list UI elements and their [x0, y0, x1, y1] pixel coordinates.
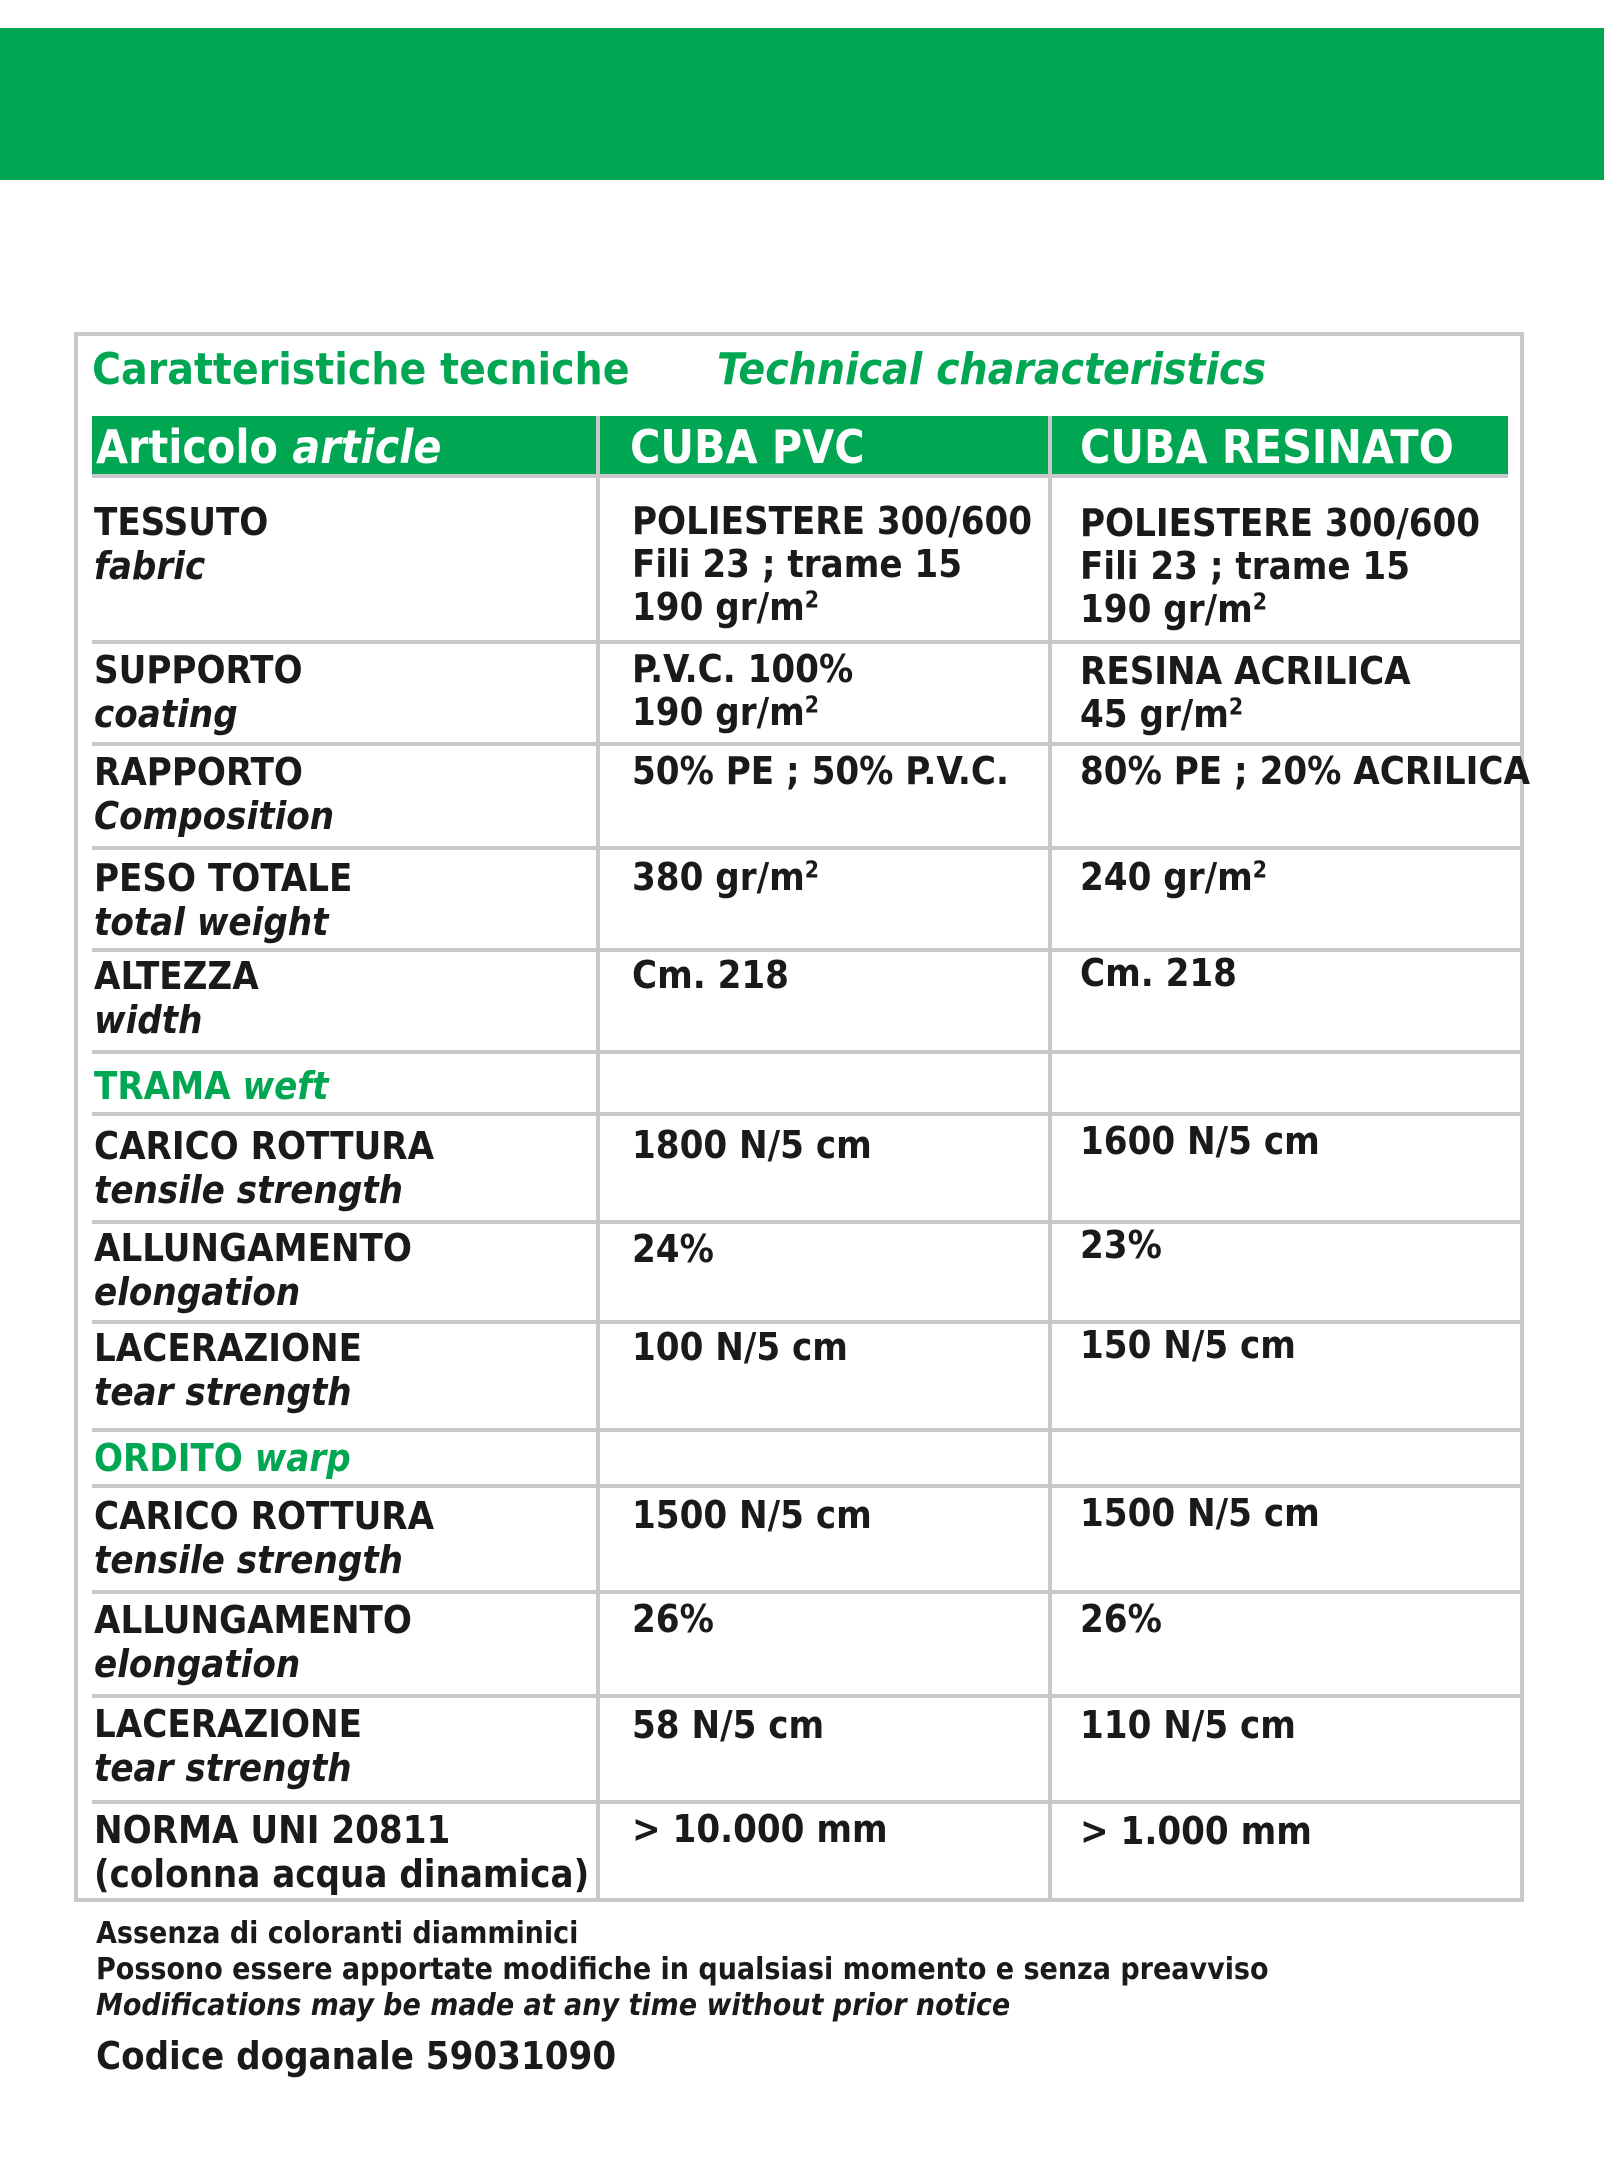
heading-italian: Caratteristiche tecniche	[92, 344, 630, 395]
value-ordito-allungamento-resinato: 26%	[1080, 1597, 1162, 1641]
value-trama-allungamento-resinato: 23%	[1080, 1223, 1162, 1267]
column-divider-1	[596, 416, 600, 1898]
row-label-rapporto: RAPPORTO Composition	[94, 750, 335, 838]
row-divider	[92, 846, 1524, 850]
header-col2: CUBA RESINATO	[1080, 420, 1454, 474]
value-norma-resinato: > 1.000 mm	[1080, 1809, 1312, 1853]
row-divider	[92, 1320, 1524, 1324]
top-green-band	[0, 28, 1604, 180]
row-divider	[92, 1220, 1524, 1224]
header-shadow	[92, 474, 1508, 478]
value-trama-lacerazione-resinato: 150 N/5 cm	[1080, 1323, 1296, 1367]
row-divider	[92, 1428, 1524, 1432]
row-divider	[92, 640, 1524, 644]
row-divider	[92, 1112, 1524, 1116]
row-divider	[92, 948, 1524, 952]
value-peso-resinato: 240 $gr/m^2$	[1080, 855, 1267, 899]
row-label-supporto: SUPPORTO coating	[94, 648, 303, 736]
value-ordito-lacerazione-resinato: 110 N/5 cm	[1080, 1703, 1296, 1747]
value-rapporto-resinato: 80% PE ; 20% ACRILICA	[1080, 749, 1530, 793]
value-supporto-resinato: RESINA ACRILICA 45 $gr/m^2$	[1080, 649, 1411, 736]
row-divider	[92, 1800, 1524, 1804]
value-tessuto-resinato: POLIESTERE 300/600 Fili 23 ; trame 15 190 $gr/m^2$	[1080, 501, 1481, 631]
row-divider	[92, 1050, 1524, 1054]
row-divider	[92, 742, 1524, 746]
row-divider	[92, 1590, 1524, 1594]
footer-note-modifications-en: Modifications may be made at any time without prior notice	[96, 1988, 1011, 2023]
value-supporto-pvc: P.V.C. 100% 190 $gr/m^2$	[632, 647, 854, 734]
spec-headings	[92, 338, 1512, 398]
row-label-trama-allungamento: ALLUNGAMENTO elongation	[94, 1226, 412, 1314]
header-col1: CUBA PVC	[630, 420, 865, 474]
value-trama-carico-pvc: 1800 N/5 cm	[632, 1123, 872, 1167]
customs-code: Codice doganale 59031090	[96, 2034, 617, 2078]
value-trama-carico-resinato: 1600 N/5 cm	[1080, 1119, 1320, 1163]
section-trama: TRAMA weft	[94, 1064, 329, 1108]
header-article-it: Articolo	[96, 420, 278, 474]
value-ordito-carico-resinato: 1500 N/5 cm	[1080, 1491, 1320, 1535]
footer-note-dyes: Assenza di coloranti diamminici	[96, 1916, 579, 1951]
value-ordito-allungamento-pvc: 26%	[632, 1597, 714, 1641]
heading-english: Technical characteristics	[717, 344, 1267, 395]
row-label-trama-carico: CARICO ROTTURA tensile strength	[94, 1124, 435, 1212]
row-label-trama-lacerazione: LACERAZIONE tear strength	[94, 1326, 363, 1414]
value-ordito-lacerazione-pvc: 58 N/5 cm	[632, 1703, 825, 1747]
value-norma-pvc: > 10.000 mm	[632, 1807, 888, 1851]
row-label-norma: NORMA UNI 20811 (colonna acqua dinamica)	[94, 1808, 590, 1896]
value-peso-pvc: 380 $gr/m^2$	[632, 855, 819, 899]
value-trama-lacerazione-pvc: 100 N/5 cm	[632, 1325, 848, 1369]
value-tessuto-pvc: POLIESTERE 300/600 Fili 23 ; trame 15 190 $gr/m^2$	[632, 499, 1033, 629]
value-ordito-carico-pvc: 1500 N/5 cm	[632, 1493, 872, 1537]
row-label-peso: PESO TOTALE total weight	[94, 856, 353, 944]
value-rapporto-pvc: 50% PE ; 50% P.V.C.	[632, 749, 1009, 793]
value-altezza-resinato: Cm. 218	[1080, 951, 1237, 995]
section-ordito: ORDITO warp	[94, 1436, 351, 1480]
footer-note-modifications-it: Possono essere apportate modifiche in qualsiasi momento e senza preavviso	[96, 1952, 1269, 1987]
row-label-tessuto: TESSUTO fabric	[94, 500, 269, 588]
row-divider	[92, 1694, 1524, 1698]
row-label-ordito-allungamento: ALLUNGAMENTO elongation	[94, 1598, 412, 1686]
row-label-ordito-lacerazione: LACERAZIONE tear strength	[94, 1702, 363, 1790]
value-altezza-pvc: Cm. 218	[632, 953, 789, 997]
column-divider-2	[1048, 416, 1052, 1898]
value-trama-allungamento-pvc: 24%	[632, 1227, 714, 1271]
header-article-cell	[92, 416, 596, 474]
header-article-en: article	[292, 420, 442, 474]
row-label-altezza: ALTEZZA width	[94, 954, 259, 1042]
row-divider	[92, 1484, 1524, 1488]
row-label-ordito-carico: CARICO ROTTURA tensile strength	[94, 1494, 435, 1582]
header-col1-cell	[600, 416, 1048, 474]
header-col2-cell	[1052, 416, 1508, 474]
